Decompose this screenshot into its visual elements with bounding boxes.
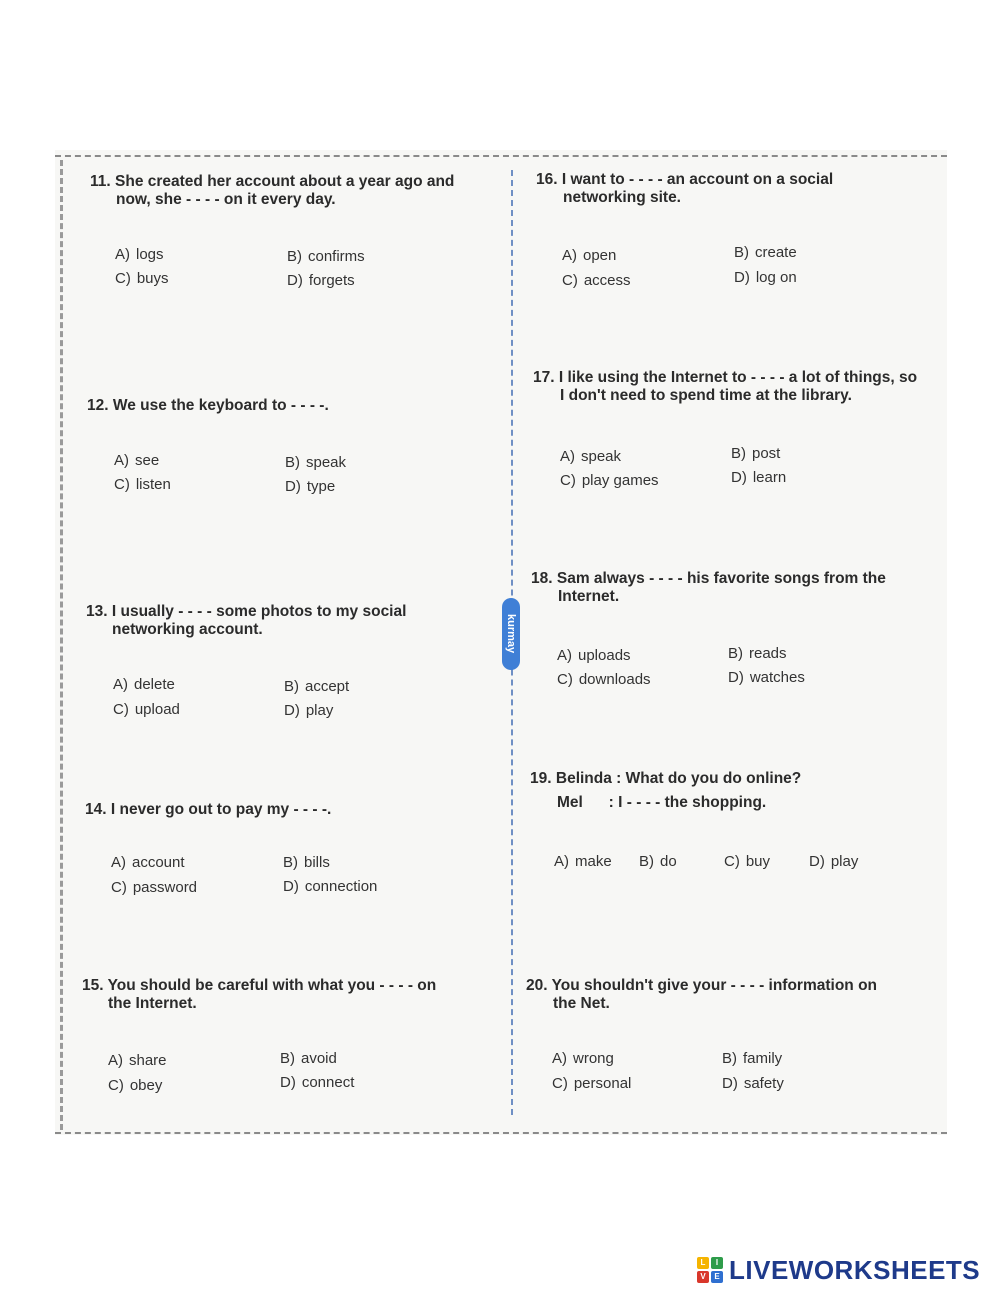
option-d[interactable]: D) safety <box>722 1075 784 1092</box>
question-number: 19. <box>530 770 552 787</box>
top-dashed-border <box>55 155 947 157</box>
question-text-line2: the Net. <box>553 995 610 1012</box>
question-number: 20. <box>526 977 548 994</box>
option-d[interactable]: D) connect <box>280 1074 355 1091</box>
option-b[interactable]: B) do <box>639 853 677 870</box>
question-17 <box>533 369 917 405</box>
option-c[interactable]: C) buys <box>115 270 169 287</box>
option-a[interactable]: A) make <box>554 853 612 870</box>
liveworksheets-logo[interactable] <box>697 1252 980 1288</box>
question-number: 11. <box>90 173 111 190</box>
question-number: 12. <box>87 397 109 414</box>
option-a[interactable]: A) uploads <box>557 647 631 664</box>
left-dashed-border <box>60 160 63 1130</box>
question-text-line2: Mel : I - - - - the shopping. <box>557 794 767 811</box>
question-text-line1: I never go out to pay my - - - -. <box>110 801 332 818</box>
question-text-line2: I don't need to spend time at the library. <box>560 387 852 404</box>
option-c[interactable]: C) play games <box>560 472 659 489</box>
question-text-line2: now, she - - - - on it every day. <box>116 191 336 208</box>
question-number: 15. <box>82 977 104 994</box>
option-c[interactable]: C) downloads <box>557 671 651 688</box>
question-text-line1: Sam always - - - - his favorite songs from the <box>556 570 886 587</box>
question-19 <box>530 770 801 812</box>
option-c[interactable]: C) password <box>111 879 198 896</box>
option-a[interactable]: A) delete <box>113 676 175 693</box>
question-20 <box>526 977 877 1013</box>
question-text-line2: Internet. <box>558 588 620 605</box>
bottom-dashed-border <box>55 1132 947 1134</box>
question-18 <box>531 570 886 606</box>
option-d[interactable]: D) connection <box>283 878 378 895</box>
question-text-line1: I like using the Internet to - - - - a lot of things, so <box>558 369 918 386</box>
option-b[interactable]: B) reads <box>728 645 787 662</box>
option-c[interactable]: C) buy <box>724 853 771 870</box>
option-a[interactable]: A) account <box>111 854 185 871</box>
question-13 <box>86 603 406 639</box>
logo-grid-icon: L I V E <box>697 1256 725 1284</box>
question-number: 17. <box>533 369 555 386</box>
option-a[interactable]: A) logs <box>115 246 164 263</box>
option-a[interactable]: A) see <box>114 452 160 469</box>
question-number: 14. <box>85 801 107 818</box>
question-text-line1: Belinda : What do you do online? <box>555 770 802 787</box>
option-d[interactable]: D) forgets <box>287 272 355 289</box>
question-text-line1: You shouldn't give your - - - - information on <box>551 977 878 994</box>
question-text-line1: We use the keyboard to - - - -. <box>112 397 329 414</box>
option-b[interactable]: B) family <box>722 1050 783 1067</box>
question-number: 18. <box>531 570 553 587</box>
option-b[interactable]: B) bills <box>283 854 330 871</box>
question-14 <box>85 801 331 819</box>
option-c[interactable]: C) listen <box>114 476 171 493</box>
logo-text: LIVEWORKSHEETS <box>729 1254 981 1285</box>
question-text-line2: the Internet. <box>108 995 197 1012</box>
question-number: 16. <box>536 171 558 188</box>
question-text-line1: I want to - - - - an account on a social <box>561 171 834 188</box>
option-b[interactable]: B) post <box>731 445 781 462</box>
option-c[interactable]: C) upload <box>113 701 180 718</box>
question-text-line1: You should be careful with what you - - - - on <box>107 977 437 994</box>
option-a[interactable]: A) share <box>108 1052 167 1069</box>
option-c[interactable]: C) personal <box>552 1075 632 1092</box>
option-a[interactable]: A) open <box>562 247 617 264</box>
option-b[interactable]: B) avoid <box>280 1050 337 1067</box>
option-c[interactable]: C) obey <box>108 1077 163 1094</box>
question-16 <box>536 171 833 207</box>
option-a[interactable]: A) speak <box>560 448 622 465</box>
option-d[interactable]: D) type <box>285 478 336 495</box>
question-text-line1: I usually - - - - some photos to my social <box>111 603 407 620</box>
question-text-line1: She created her account about a year ago and <box>115 173 455 190</box>
question-11 <box>90 173 454 209</box>
option-d[interactable]: D) play <box>284 702 334 719</box>
question-15 <box>82 977 436 1013</box>
publisher-tab: kurmay <box>502 598 520 670</box>
question-number: 13. <box>86 603 108 620</box>
option-d[interactable]: D) play <box>809 853 859 870</box>
option-d[interactable]: D) log on <box>734 269 797 286</box>
option-c[interactable]: C) access <box>562 272 631 289</box>
option-b[interactable]: B) confirms <box>287 248 365 265</box>
option-b[interactable]: B) speak <box>285 454 347 471</box>
question-text-line2: networking site. <box>563 189 681 206</box>
option-d[interactable]: D) learn <box>731 469 787 486</box>
option-b[interactable]: B) accept <box>284 678 350 695</box>
question-12 <box>87 397 329 415</box>
question-text-line2: networking account. <box>112 621 263 638</box>
option-d[interactable]: D) watches <box>728 669 805 686</box>
option-a[interactable]: A) wrong <box>552 1050 614 1067</box>
option-b[interactable]: B) create <box>734 244 797 261</box>
